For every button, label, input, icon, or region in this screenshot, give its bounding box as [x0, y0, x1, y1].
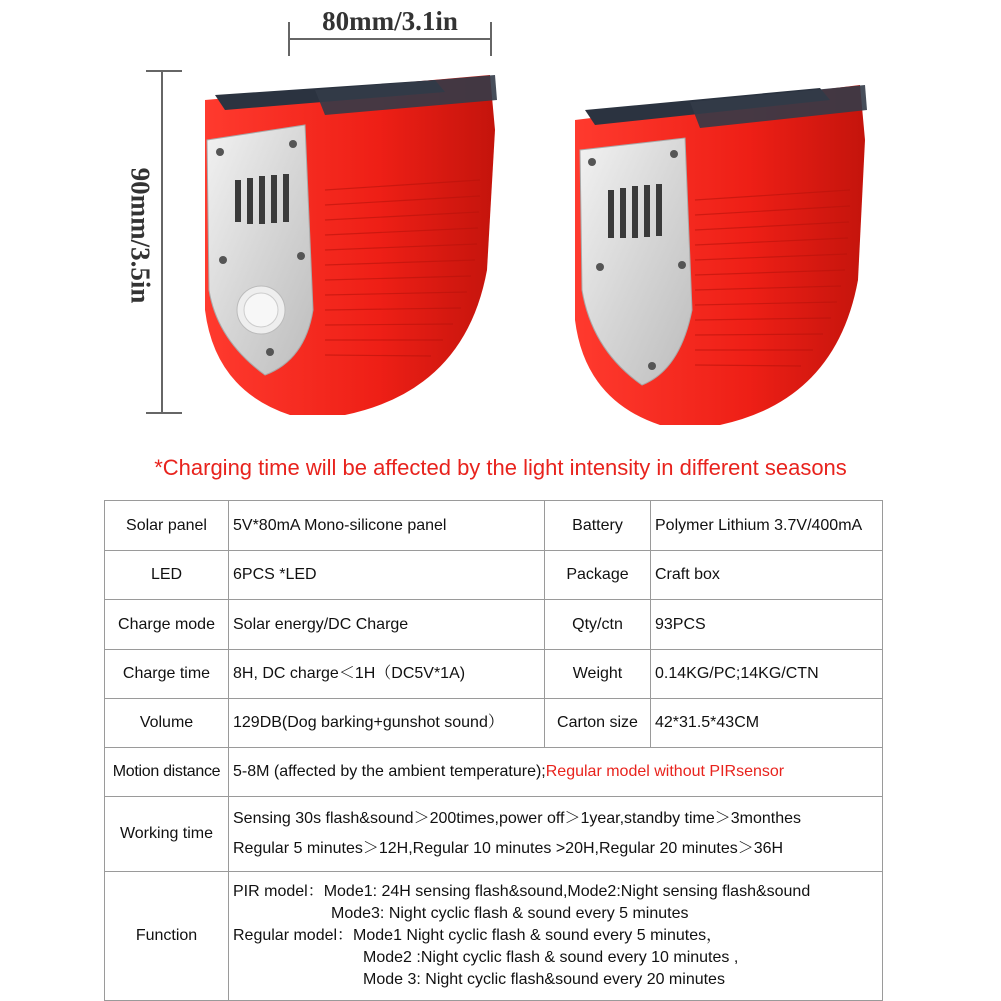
spec-label: Solar panel [105, 501, 229, 551]
dimension-line [288, 38, 492, 40]
spec-label: Weight [545, 650, 651, 699]
working-time-line: Regular 5 minutes＞12H,Regular 10 minutes >20H,Regular 20 minutes＞36H [233, 840, 784, 857]
spec-label: Charge time [105, 650, 229, 699]
width-dimension [270, 6, 510, 46]
spec-label: LED [105, 551, 229, 600]
height-dimension [110, 70, 170, 415]
spec-value [229, 872, 883, 1001]
spec-label: Charge mode [105, 600, 229, 650]
spec-value: 129DB(Dog barking+gunshot sound） [229, 699, 545, 748]
spec-value: 42*31.5*43CM [651, 699, 883, 748]
table-row [105, 872, 883, 1001]
charging-notice: *Charging time will be affected by the light intensity in different seasons [154, 455, 847, 480]
working-time-line: Sensing 30s flash&sound＞200times,power off＞1year,standby time＞3monthes [233, 810, 802, 827]
function-line: Regular model：Mode1 Night cyclic flash & sound every 5 minutes， [233, 927, 723, 944]
table-row [105, 797, 883, 872]
table-row [105, 501, 883, 551]
table-row [105, 551, 883, 600]
motion-distance-value: 5-8M (affected by the ambient temperature); [233, 763, 546, 780]
table-row [105, 650, 883, 699]
spec-value [229, 797, 883, 872]
width-dimension-label: 80mm/3.1in [322, 6, 458, 36]
spec-label: Function [105, 872, 229, 1001]
dimension-tick [490, 22, 492, 56]
table-row [105, 699, 883, 748]
spec-value: Polymer Lithium 3.7V/400mA [651, 501, 883, 551]
spec-label: Carton size [545, 699, 651, 748]
function-line: Mode 3: Night cyclic flash&sound every 20 minutes [363, 971, 725, 988]
spec-value: Craft box [651, 551, 883, 600]
dimension-tick [146, 70, 182, 72]
table-row [105, 748, 883, 797]
spec-label: Qty/ctn [545, 600, 651, 650]
spec-label: Battery [545, 501, 651, 551]
spec-value: 5V*80mA Mono-silicone panel [229, 501, 545, 551]
table-row [105, 600, 883, 650]
height-dimension-label: 90mm/3.5in [125, 167, 156, 304]
dimension-line [161, 72, 163, 414]
pir-alarm-photo [195, 70, 505, 425]
regular-alarm-photo [570, 80, 875, 430]
spec-label: Working time [105, 797, 229, 872]
spec-value: 8H, DC charge＜1H（DC5V*1A) [229, 650, 545, 699]
dimension-tick [146, 412, 182, 414]
function-line: Mode3: Night cyclic flash & sound every 5 minutes [331, 905, 689, 922]
spec-value: 93PCS [651, 600, 883, 650]
spec-label: Package [545, 551, 651, 600]
spec-value: Solar energy/DC Charge [229, 600, 545, 650]
spec-value: 6PCS *LED [229, 551, 545, 600]
function-line: PIR model：Mode1: 24H sensing flash&sound,Mode2:Night sensing flash&sound [233, 883, 811, 900]
spec-table [104, 500, 883, 1001]
motion-distance-note: Regular model without PIRsensor [545, 763, 785, 780]
spec-value [229, 748, 883, 797]
spec-label: Volume [105, 699, 229, 748]
spec-label: Motion distance [105, 748, 229, 797]
spec-value: 0.14KG/PC;14KG/CTN [651, 650, 883, 699]
function-line: Mode2 :Night cyclic flash & sound every 10 minutes , [363, 949, 739, 966]
